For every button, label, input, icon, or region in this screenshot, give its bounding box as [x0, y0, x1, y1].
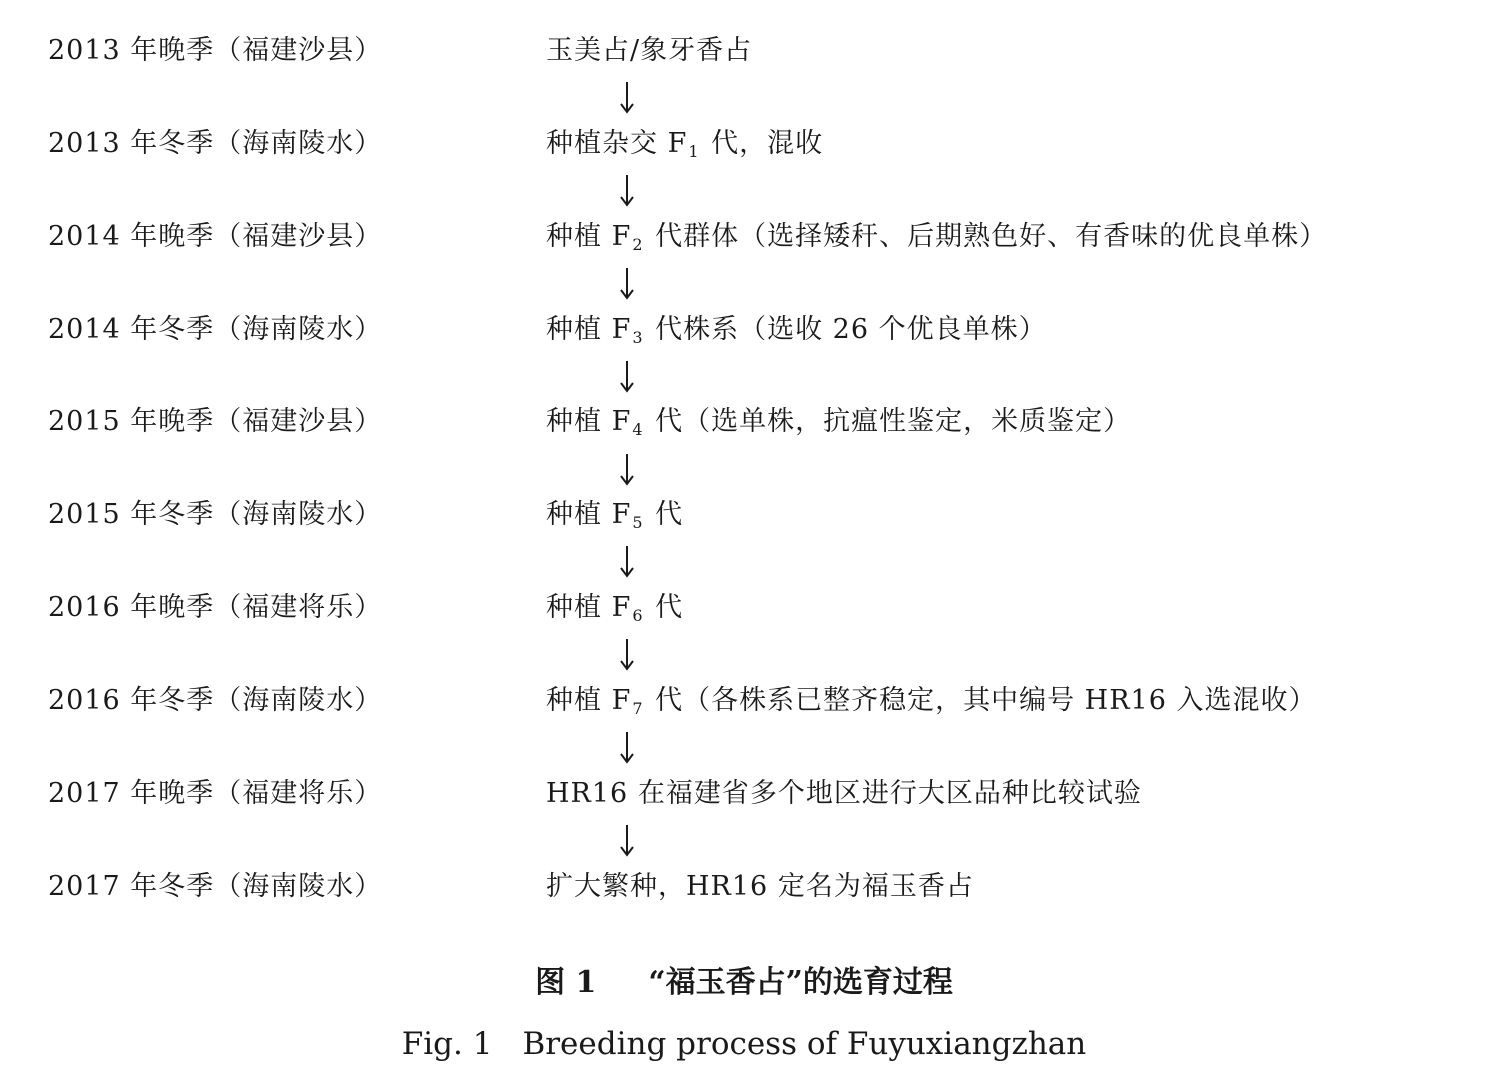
step-text: HR16 在福建省多个地区进行大区品种比较试验 — [546, 778, 1142, 809]
figure-number-en: Fig. 1 — [401, 1026, 493, 1062]
step-description — [546, 312, 1047, 356]
step-description — [546, 869, 974, 905]
step-text: 玉美占/象牙香占 — [546, 35, 753, 66]
step-season: 2017 年晚季（福建将乐） — [48, 778, 383, 809]
figure-title-cn: “福玉香占”的选育过程 — [648, 965, 953, 1000]
figure-title-en: Breeding process of Fuyuxiangzhan — [522, 1026, 1087, 1062]
step-description — [546, 683, 1317, 727]
down-arrow-icon — [617, 637, 637, 673]
step-text-post: 代（各株系已整齐稳定，其中编号 HR16 入选混收） — [645, 685, 1317, 716]
step-season: 2015 年晚季（福建沙县） — [48, 406, 383, 437]
step-season: 2016 年冬季（海南陵水） — [48, 685, 383, 716]
step-text-pre: 种植 F — [546, 314, 632, 345]
step-text-post: 代（选单株，抗瘟性鉴定，米质鉴定） — [645, 406, 1132, 437]
step-text-pre: 种植 F — [546, 499, 632, 530]
figure-caption-english — [0, 1024, 1488, 1064]
generation-subscript: 5 — [632, 513, 644, 532]
step-season: 2013 年晚季（福建沙县） — [48, 35, 383, 66]
figure-caption-chinese — [0, 963, 1488, 1003]
down-arrow-icon — [617, 452, 637, 488]
figure-number-cn: 图 1 — [535, 965, 597, 1000]
step-text-pre: 种植杂交 F — [546, 128, 688, 159]
down-arrow-icon — [617, 173, 637, 209]
step-text-post: 代 — [645, 499, 684, 530]
step-description — [546, 219, 1327, 263]
step-description — [546, 126, 823, 170]
step-season: 2017 年冬季（海南陵水） — [48, 871, 383, 902]
down-arrow-icon — [617, 823, 637, 859]
step-season: 2014 年冬季（海南陵水） — [48, 314, 383, 345]
generation-subscript: 7 — [632, 699, 644, 718]
down-arrow-icon — [617, 730, 637, 766]
step-text-post: 代株系（选收 26 个优良单株） — [645, 314, 1047, 345]
down-arrow-icon — [617, 266, 637, 302]
step-season: 2014 年晚季（福建沙县） — [48, 221, 383, 252]
step-season: 2016 年晚季（福建将乐） — [48, 592, 383, 623]
step-description — [546, 497, 683, 541]
step-season: 2013 年冬季（海南陵水） — [48, 128, 383, 159]
step-description — [546, 404, 1131, 448]
step-text-post: 代 — [645, 592, 684, 623]
step-text-pre: 种植 F — [546, 592, 632, 623]
step-text-post: 代群体（选择矮秆、后期熟色好、有香味的优良单株） — [645, 221, 1328, 252]
down-arrow-icon — [617, 359, 637, 395]
generation-subscript: 1 — [688, 142, 700, 161]
generation-subscript: 6 — [632, 606, 644, 625]
step-description — [546, 33, 752, 69]
generation-subscript: 4 — [632, 420, 644, 439]
step-season: 2015 年冬季（海南陵水） — [48, 499, 383, 530]
down-arrow-icon — [617, 544, 637, 580]
down-arrow-icon — [617, 80, 637, 116]
step-description — [546, 776, 1142, 812]
step-text: 扩大繁种，HR16 定名为福玉香占 — [546, 871, 974, 902]
step-description — [546, 590, 683, 634]
generation-subscript: 2 — [632, 235, 644, 254]
step-text-pre: 种植 F — [546, 406, 632, 437]
generation-subscript: 3 — [632, 328, 644, 347]
step-text-pre: 种植 F — [546, 221, 632, 252]
step-text-post: 代，混收 — [701, 128, 824, 159]
step-text-pre: 种植 F — [546, 685, 632, 716]
